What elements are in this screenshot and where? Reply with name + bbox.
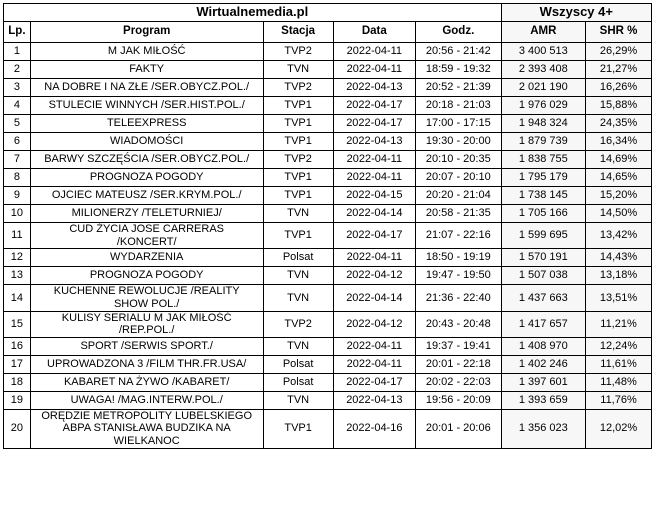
cell-program: KABARET NA ŻYWO /KABARET/ — [30, 373, 263, 391]
cell-shr: 14,69% — [586, 151, 652, 169]
cell-stacja: TVN — [263, 205, 333, 223]
cell-godz: 19:56 - 20:09 — [416, 391, 502, 409]
cell-shr: 12,02% — [586, 409, 652, 448]
table-row — [4, 391, 652, 409]
cell-godz: 20:56 - 21:42 — [416, 43, 502, 61]
cell-shr: 12,24% — [586, 337, 652, 355]
cell-godz: 20:02 - 22:03 — [416, 373, 502, 391]
cell-data: 2022-04-13 — [333, 79, 415, 97]
cell-lp: 19 — [4, 391, 31, 409]
cell-lp: 5 — [4, 115, 31, 133]
cell-program: WYDARZENIA — [30, 249, 263, 267]
cell-shr: 13,42% — [586, 223, 652, 249]
cell-data: 2022-04-16 — [333, 409, 415, 448]
cell-godz: 20:58 - 21:35 — [416, 205, 502, 223]
table-row — [4, 187, 652, 205]
cell-shr: 24,35% — [586, 115, 652, 133]
cell-stacja: Polsat — [263, 249, 333, 267]
cell-amr: 1 397 601 — [501, 373, 585, 391]
cell-data: 2022-04-11 — [333, 169, 415, 187]
cell-data: 2022-04-17 — [333, 115, 415, 133]
header-row — [4, 22, 652, 43]
cell-amr: 1 408 970 — [501, 337, 585, 355]
table-row — [4, 97, 652, 115]
cell-shr: 11,76% — [586, 391, 652, 409]
table-row — [4, 285, 652, 311]
cell-shr: 11,21% — [586, 311, 652, 337]
cell-godz: 19:30 - 20:00 — [416, 133, 502, 151]
cell-data: 2022-04-11 — [333, 151, 415, 169]
cell-program: STULECIE WINNYCH /SER.HIST.POL./ — [30, 97, 263, 115]
table-row — [4, 373, 652, 391]
cell-shr: 11,48% — [586, 373, 652, 391]
cell-godz: 17:00 - 17:15 — [416, 115, 502, 133]
cell-program: OJCIEC MATEUSZ /SER.KRYM.POL./ — [30, 187, 263, 205]
title-row — [4, 4, 652, 22]
cell-lp: 18 — [4, 373, 31, 391]
cell-data: 2022-04-11 — [333, 337, 415, 355]
cell-shr: 15,20% — [586, 187, 652, 205]
cell-godz: 20:18 - 21:03 — [416, 97, 502, 115]
cell-data: 2022-04-11 — [333, 249, 415, 267]
cell-program: KUCHENNE REWOLUCJE /REALITY SHOW POL./ — [30, 285, 263, 311]
cell-stacja: TVN — [263, 285, 333, 311]
cell-data: 2022-04-12 — [333, 267, 415, 285]
cell-lp: 6 — [4, 133, 31, 151]
cell-stacja: TVP2 — [263, 79, 333, 97]
table-row — [4, 133, 652, 151]
cell-program: PROGNOZA POGODY — [30, 169, 263, 187]
cell-data: 2022-04-11 — [333, 61, 415, 79]
cell-amr: 1 976 029 — [501, 97, 585, 115]
cell-amr: 2 021 190 — [501, 79, 585, 97]
cell-program: NA DOBRE I NA ZŁE /SER.OBYCZ.POL./ — [30, 79, 263, 97]
cell-lp: 2 — [4, 61, 31, 79]
cell-program: PROGNOZA POGODY — [30, 267, 263, 285]
cell-stacja: TVP2 — [263, 43, 333, 61]
cell-lp: 8 — [4, 169, 31, 187]
cell-shr: 14,43% — [586, 249, 652, 267]
cell-lp: 20 — [4, 409, 31, 448]
cell-godz: 21:07 - 22:16 — [416, 223, 502, 249]
cell-shr: 16,34% — [586, 133, 652, 151]
cell-amr: 1 795 179 — [501, 169, 585, 187]
cell-amr: 3 400 513 — [501, 43, 585, 61]
cell-lp: 15 — [4, 311, 31, 337]
cell-shr: 26,29% — [586, 43, 652, 61]
cell-godz: 20:01 - 22:18 — [416, 355, 502, 373]
cell-godz: 20:43 - 20:48 — [416, 311, 502, 337]
cell-data: 2022-04-13 — [333, 133, 415, 151]
cell-stacja: Polsat — [263, 373, 333, 391]
cell-godz: 18:59 - 19:32 — [416, 61, 502, 79]
cell-amr: 1 507 038 — [501, 267, 585, 285]
column-header-data: Data — [333, 22, 415, 43]
table-row — [4, 151, 652, 169]
cell-stacja: TVP1 — [263, 133, 333, 151]
cell-data: 2022-04-12 — [333, 311, 415, 337]
cell-data: 2022-04-14 — [333, 205, 415, 223]
cell-shr: 13,51% — [586, 285, 652, 311]
cell-amr: 1 599 695 — [501, 223, 585, 249]
cell-lp: 10 — [4, 205, 31, 223]
cell-stacja: TVP1 — [263, 223, 333, 249]
cell-amr: 1 356 023 — [501, 409, 585, 448]
table-row — [4, 61, 652, 79]
column-header-shr: SHR % — [586, 22, 652, 43]
cell-shr: 11,61% — [586, 355, 652, 373]
cell-lp: 7 — [4, 151, 31, 169]
cell-amr: 1 402 246 — [501, 355, 585, 373]
table-row — [4, 249, 652, 267]
table-head — [4, 4, 652, 43]
cell-godz: 20:20 - 21:04 — [416, 187, 502, 205]
table-row — [4, 43, 652, 61]
cell-lp: 17 — [4, 355, 31, 373]
cell-lp: 3 — [4, 79, 31, 97]
cell-program: BARWY SZCZĘŚCIA /SER.OBYCZ.POL./ — [30, 151, 263, 169]
cell-amr: 1 838 755 — [501, 151, 585, 169]
cell-stacja: TVP2 — [263, 311, 333, 337]
cell-amr: 1 393 659 — [501, 391, 585, 409]
cell-amr: 1 738 145 — [501, 187, 585, 205]
cell-stacja: TVP2 — [263, 151, 333, 169]
cell-lp: 14 — [4, 285, 31, 311]
cell-program: KULISY SERIALU M JAK MIŁOŚĆ /REP.POL./ — [30, 311, 263, 337]
column-header-godz: Godz. — [416, 22, 502, 43]
table-row — [4, 409, 652, 448]
cell-godz: 20:07 - 20:10 — [416, 169, 502, 187]
cell-stacja: TVP1 — [263, 187, 333, 205]
cell-amr: 2 393 408 — [501, 61, 585, 79]
cell-stacja: TVP1 — [263, 409, 333, 448]
cell-lp: 1 — [4, 43, 31, 61]
cell-godz: 20:01 - 20:06 — [416, 409, 502, 448]
cell-stacja: TVP1 — [263, 115, 333, 133]
cell-data: 2022-04-11 — [333, 355, 415, 373]
cell-godz: 21:36 - 22:40 — [416, 285, 502, 311]
cell-shr: 21,27% — [586, 61, 652, 79]
title-left: Wirtualnemedia.pl — [4, 4, 502, 22]
ratings-table — [3, 3, 652, 449]
column-header-amr: AMR — [501, 22, 585, 43]
cell-program: MILIONERZY /TELETURNIEJ/ — [30, 205, 263, 223]
table-body — [4, 43, 652, 449]
cell-amr: 1 879 739 — [501, 133, 585, 151]
cell-data: 2022-04-14 — [333, 285, 415, 311]
cell-stacja: TVN — [263, 337, 333, 355]
cell-data: 2022-04-13 — [333, 391, 415, 409]
cell-amr: 1 948 324 — [501, 115, 585, 133]
cell-program: M JAK MIŁOŚĆ — [30, 43, 263, 61]
cell-program: UWAGA! /MAG.INTERW.POL./ — [30, 391, 263, 409]
table-row — [4, 205, 652, 223]
cell-shr: 15,88% — [586, 97, 652, 115]
cell-stacja: TVN — [263, 61, 333, 79]
cell-shr: 14,50% — [586, 205, 652, 223]
cell-amr: 1 417 657 — [501, 311, 585, 337]
cell-shr: 16,26% — [586, 79, 652, 97]
title-right: Wszyscy 4+ — [501, 4, 651, 22]
cell-stacja: TVP1 — [263, 97, 333, 115]
table-row — [4, 337, 652, 355]
cell-program: CUD ŻYCIA JOSE CARRERAS /KONCERT/ — [30, 223, 263, 249]
cell-stacja: TVN — [263, 391, 333, 409]
table-row — [4, 79, 652, 97]
cell-program: FAKTY — [30, 61, 263, 79]
cell-shr: 13,18% — [586, 267, 652, 285]
cell-godz: 19:37 - 19:41 — [416, 337, 502, 355]
cell-lp: 16 — [4, 337, 31, 355]
column-header-stacja: Stacja — [263, 22, 333, 43]
cell-godz: 20:52 - 21:39 — [416, 79, 502, 97]
cell-lp: 4 — [4, 97, 31, 115]
cell-data: 2022-04-15 — [333, 187, 415, 205]
cell-godz: 19:47 - 19:50 — [416, 267, 502, 285]
cell-lp: 11 — [4, 223, 31, 249]
cell-program: TELEEXPRESS — [30, 115, 263, 133]
table-row — [4, 169, 652, 187]
cell-program: WIADOMOŚCI — [30, 133, 263, 151]
cell-shr: 14,65% — [586, 169, 652, 187]
cell-data: 2022-04-17 — [333, 223, 415, 249]
table-row — [4, 355, 652, 373]
cell-program: UPROWADZONA 3 /FILM THR.FR.USA/ — [30, 355, 263, 373]
column-header-lp: Lp. — [4, 22, 31, 43]
cell-data: 2022-04-17 — [333, 97, 415, 115]
table-row — [4, 311, 652, 337]
cell-amr: 1 705 166 — [501, 205, 585, 223]
cell-amr: 1 437 663 — [501, 285, 585, 311]
cell-program: SPORT /SERWIS SPORT./ — [30, 337, 263, 355]
table-row — [4, 267, 652, 285]
cell-lp: 9 — [4, 187, 31, 205]
cell-program: ORĘDZIE METROPOLITY LUBELSKIEGO ABPA STANISŁAWA BUDZIKA NA WIELKANOC — [30, 409, 263, 448]
cell-lp: 13 — [4, 267, 31, 285]
column-header-program: Program — [30, 22, 263, 43]
cell-data: 2022-04-11 — [333, 43, 415, 61]
cell-stacja: TVN — [263, 267, 333, 285]
cell-amr: 1 570 191 — [501, 249, 585, 267]
cell-godz: 18:50 - 19:19 — [416, 249, 502, 267]
cell-lp: 12 — [4, 249, 31, 267]
table-row — [4, 115, 652, 133]
cell-stacja: TVP1 — [263, 169, 333, 187]
cell-data: 2022-04-17 — [333, 373, 415, 391]
table-row — [4, 223, 652, 249]
cell-stacja: Polsat — [263, 355, 333, 373]
cell-godz: 20:10 - 20:35 — [416, 151, 502, 169]
